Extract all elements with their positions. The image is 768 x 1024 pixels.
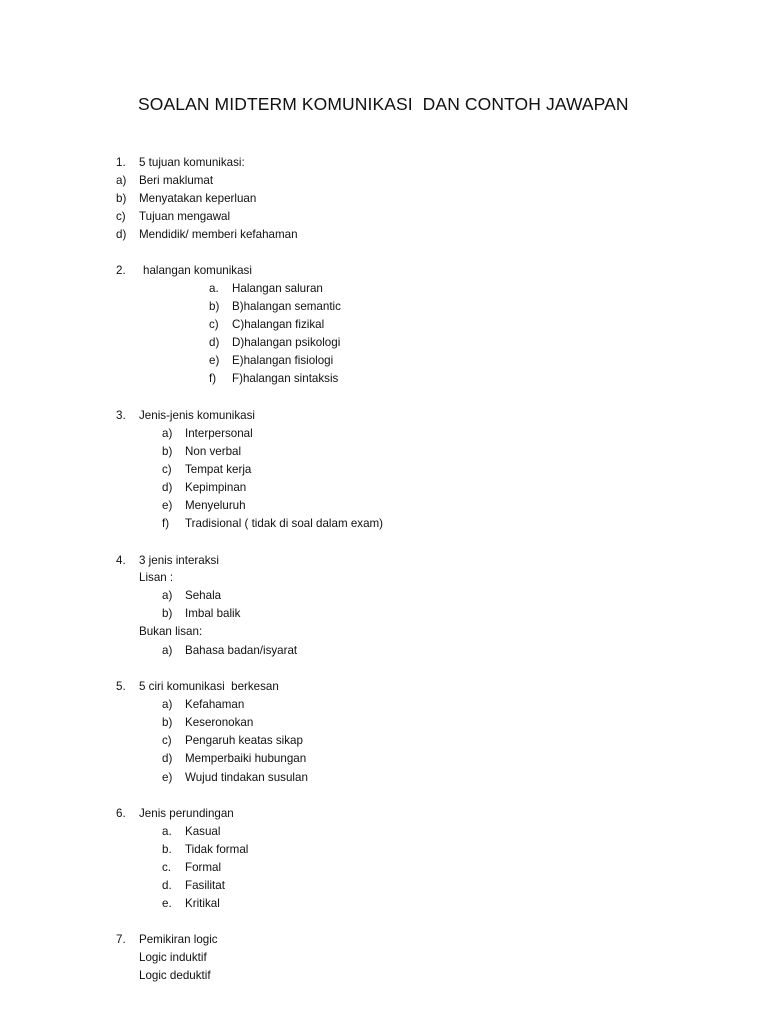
- question-text: Pemikiran logic: [139, 933, 218, 946]
- item-marker: c): [162, 463, 172, 476]
- page-title: SOALAN MIDTERM KOMUNIKASI DAN CONTOH JAWAPAN: [138, 94, 629, 114]
- answer-item: E)halangan fisiologi: [232, 354, 334, 367]
- item-marker: a): [162, 427, 173, 440]
- question-text: 5 ciri komunikasi berkesan: [139, 680, 279, 693]
- item-marker: b): [116, 192, 127, 205]
- item-marker: f): [162, 517, 170, 530]
- answer-item: Formal: [185, 861, 222, 874]
- answer-line: Logic induktif: [139, 951, 207, 964]
- answer-item: Wujud tindakan susulan: [185, 771, 308, 784]
- item-marker: b): [162, 716, 173, 729]
- item-marker: e.: [162, 897, 172, 910]
- question-number: 5.: [116, 680, 126, 693]
- answer-item: Imbal balik: [185, 607, 241, 620]
- item-marker: c.: [162, 861, 172, 874]
- answer-item: Kefahaman: [185, 698, 245, 711]
- item-marker: d): [162, 752, 173, 765]
- question-text: Jenis perundingan: [139, 807, 234, 820]
- item-marker: c): [162, 734, 172, 747]
- question-text: 3 jenis interaksi: [139, 554, 219, 567]
- answer-item: Memperbaiki hubungan: [185, 752, 307, 765]
- item-marker: b): [209, 300, 220, 313]
- answer-item: C)halangan fizikal: [232, 318, 325, 331]
- item-marker: a): [162, 698, 173, 711]
- answer-item: F)halangan sintaksis: [232, 372, 339, 385]
- question-number: 4.: [116, 554, 126, 567]
- answer-item: Tempat kerja: [185, 463, 252, 476]
- item-marker: a.: [209, 282, 219, 295]
- answer-item: Halangan saluran: [232, 282, 323, 295]
- answer-item: Kasual: [185, 825, 221, 838]
- subheading-lisan: Lisan :: [139, 571, 174, 584]
- answer-item: Bahasa badan/isyarat: [185, 644, 298, 657]
- question-text: Jenis-jenis komunikasi: [139, 409, 255, 422]
- item-marker: d): [209, 336, 220, 349]
- question-number: 3.: [116, 409, 126, 422]
- question-text: 5 tujuan komunikasi:: [139, 156, 245, 169]
- item-marker: c): [116, 210, 126, 223]
- answer-item: Interpersonal: [185, 427, 253, 440]
- item-marker: c): [209, 318, 219, 331]
- item-marker: d): [162, 481, 173, 494]
- item-marker: a): [162, 589, 173, 602]
- item-marker: e): [162, 771, 173, 784]
- answer-item: Kritikal: [185, 897, 220, 910]
- answer-item: Non verbal: [185, 445, 242, 458]
- item-marker: b): [162, 607, 173, 620]
- answer-line: Logic deduktif: [139, 969, 211, 982]
- item-marker: d): [116, 228, 127, 241]
- item-marker: b.: [162, 843, 172, 856]
- item-marker: a): [116, 174, 127, 187]
- answer-item: Pengaruh keatas sikap: [185, 734, 303, 747]
- item-marker: d.: [162, 879, 172, 892]
- subheading-bukan-lisan: Bukan lisan:: [139, 625, 203, 638]
- item-marker: e): [162, 499, 173, 512]
- answer-item: Tradisional ( tidak di soal dalam exam): [185, 517, 384, 530]
- item-marker: f): [209, 372, 217, 385]
- item-marker: e): [209, 354, 220, 367]
- item-marker: b): [162, 445, 173, 458]
- answer-item: Mendidik/ memberi kefahaman: [139, 228, 298, 241]
- answer-item: Sehala: [185, 589, 222, 602]
- answer-item: Tidak formal: [185, 843, 249, 856]
- question-number: 1.: [116, 156, 126, 169]
- item-marker: a.: [162, 825, 172, 838]
- answer-item: Menyeluruh: [185, 499, 246, 512]
- answer-item: Menyatakan keperluan: [139, 192, 257, 205]
- answer-item: Fasilitat: [185, 879, 225, 892]
- question-text: halangan komunikasi: [143, 264, 252, 277]
- question-number: 2.: [116, 264, 126, 277]
- answer-item: Kepimpinan: [185, 481, 247, 494]
- answer-item: Beri maklumat: [139, 174, 214, 187]
- answer-item: B)halangan semantic: [232, 300, 341, 313]
- answer-item: D)halangan psikologi: [232, 336, 341, 349]
- question-number: 6.: [116, 807, 126, 820]
- question-number: 7.: [116, 933, 126, 946]
- item-marker: a): [162, 644, 173, 657]
- answer-item: Tujuan mengawal: [139, 210, 231, 223]
- answer-item: Keseronokan: [185, 716, 254, 729]
